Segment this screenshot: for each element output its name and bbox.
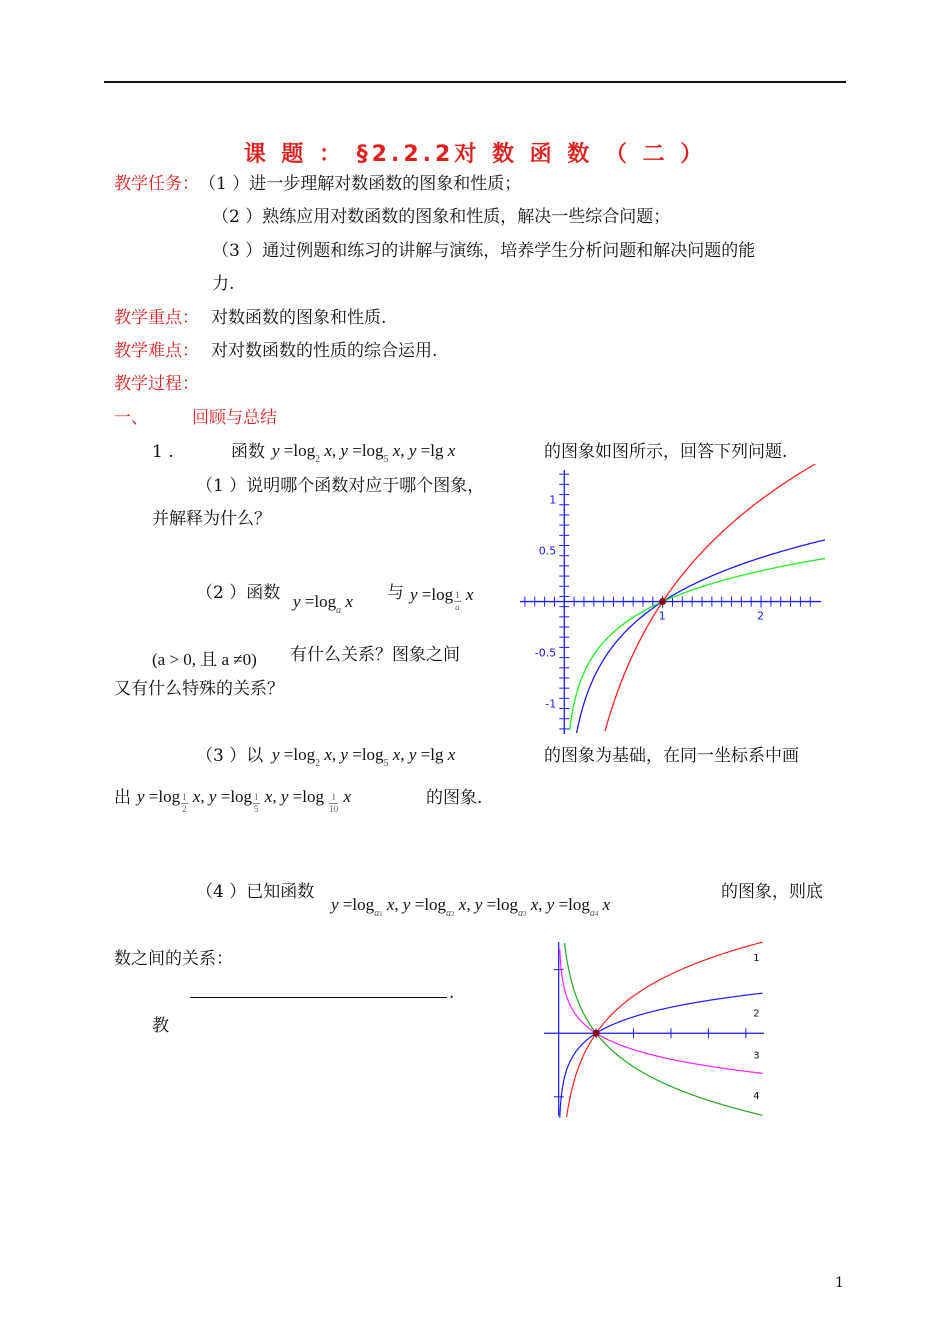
- curve-label-4: 4: [753, 1090, 760, 1102]
- question-1: （1 ）说明哪个函数对应于哪个图象，: [196, 476, 485, 496]
- answer-period: .: [449, 983, 455, 1003]
- q4-instruction: 的图象，则底: [721, 882, 823, 902]
- lesson-title: 课 题 ： §2.2.2对 数 函 数 （ 二 ）: [243, 142, 707, 167]
- task-item: 力.: [212, 274, 235, 294]
- difficulty-label: 教学难点：: [114, 341, 199, 361]
- curve-2: [560, 993, 763, 1118]
- curve-label-1: 1: [753, 953, 760, 965]
- curve-3: [560, 949, 763, 1074]
- page-number: 1: [835, 1275, 844, 1291]
- problem-number: 1 .: [152, 442, 174, 462]
- question-1-cont: 并解释为什么？: [152, 509, 271, 529]
- intersection-point: [659, 598, 666, 605]
- q2-special: 又有什么特殊的关系？: [114, 679, 284, 699]
- process-label: 教学过程：: [114, 374, 199, 394]
- log-curves-chart: [520, 464, 825, 734]
- y-tick-label: -0.5: [534, 646, 557, 660]
- y-tick-label: 1: [549, 493, 557, 507]
- section-number: 一、: [114, 408, 148, 428]
- q3-draw: 出: [114, 788, 131, 808]
- difficulty-text: 对对数函数的性质的综合运用.: [211, 341, 438, 361]
- q2-function-b: y =log $\frac{1}{a}$ x: [410, 585, 474, 612]
- task-item: （2 ）熟练应用对数函数的图象和性质，解决一些综合问题；: [212, 207, 671, 227]
- problem-lead: 函数: [231, 442, 265, 462]
- q4-relation: 数之间的关系：: [114, 949, 233, 969]
- curve-4: [565, 943, 763, 1115]
- q3-instruction: 的图象为基础，在同一坐标系中画: [544, 746, 799, 766]
- curve-label-2: 2: [753, 1008, 760, 1020]
- q2-relation: 有什么关系？图象之间: [290, 645, 460, 665]
- q3-end: 的图象.: [426, 788, 483, 808]
- cut-text: 教: [152, 1016, 169, 1036]
- question-4: （4 ）已知函数: [196, 882, 315, 902]
- question-2: （2 ）函数: [196, 583, 281, 603]
- key-point-label: 教学重点：: [114, 308, 199, 328]
- q3-reciprocal-functions: y =log $\frac{1}{2}$ x, y =log $\frac{1}{5}$ x, y =log $\frac{1}{10}$ x: [137, 787, 352, 814]
- tasks-label: 教学任务：: [114, 174, 199, 194]
- question-3: （3 ）以: [196, 746, 264, 766]
- header-rule: [104, 81, 846, 83]
- intersection-point: [593, 1030, 600, 1037]
- q3-function-list: $y =\log_2$ x, $y =\log_5$ x, y =lg x: [272, 745, 456, 769]
- x-tick-label: 2: [757, 609, 765, 623]
- y-tick-label: 0.5: [538, 544, 557, 558]
- curve-3: [570, 558, 825, 729]
- function-list: $y =\log_2$ x, $y =\log_5$ x, y =lg x: [272, 441, 456, 465]
- q2-and: 与: [387, 583, 404, 603]
- q4-function-list: $y =\log_{a1}$ x, $y =\log_{a2}$ x, $y =\log_{a3}$ x, $y =\log_{a4}$ x: [331, 895, 611, 919]
- problem-tail: 的图象如图所示，回答下列问题.: [544, 442, 788, 462]
- q2-condition: (a > 0, 且 a ≠0): [152, 650, 257, 669]
- y-tick-label: -1: [545, 697, 557, 711]
- log-bases-chart: [540, 940, 772, 1118]
- curve-1: [605, 464, 825, 731]
- x-tick-label: 1: [658, 609, 666, 623]
- key-point-text: 对数函数的图象和性质.: [211, 308, 387, 328]
- task-item: （3 ）通过例题和练习的讲解与演练，培养学生分析问题和解决问题的能: [212, 241, 756, 261]
- q2-function-a: $y =\log_a$ x: [293, 592, 353, 616]
- task-item: （1 ）进一步理解对数函数的图象和性质；: [199, 174, 522, 194]
- section-title: 回顾与总结: [192, 408, 277, 428]
- curve-label-3: 3: [753, 1050, 760, 1062]
- answer-blank: [190, 997, 447, 998]
